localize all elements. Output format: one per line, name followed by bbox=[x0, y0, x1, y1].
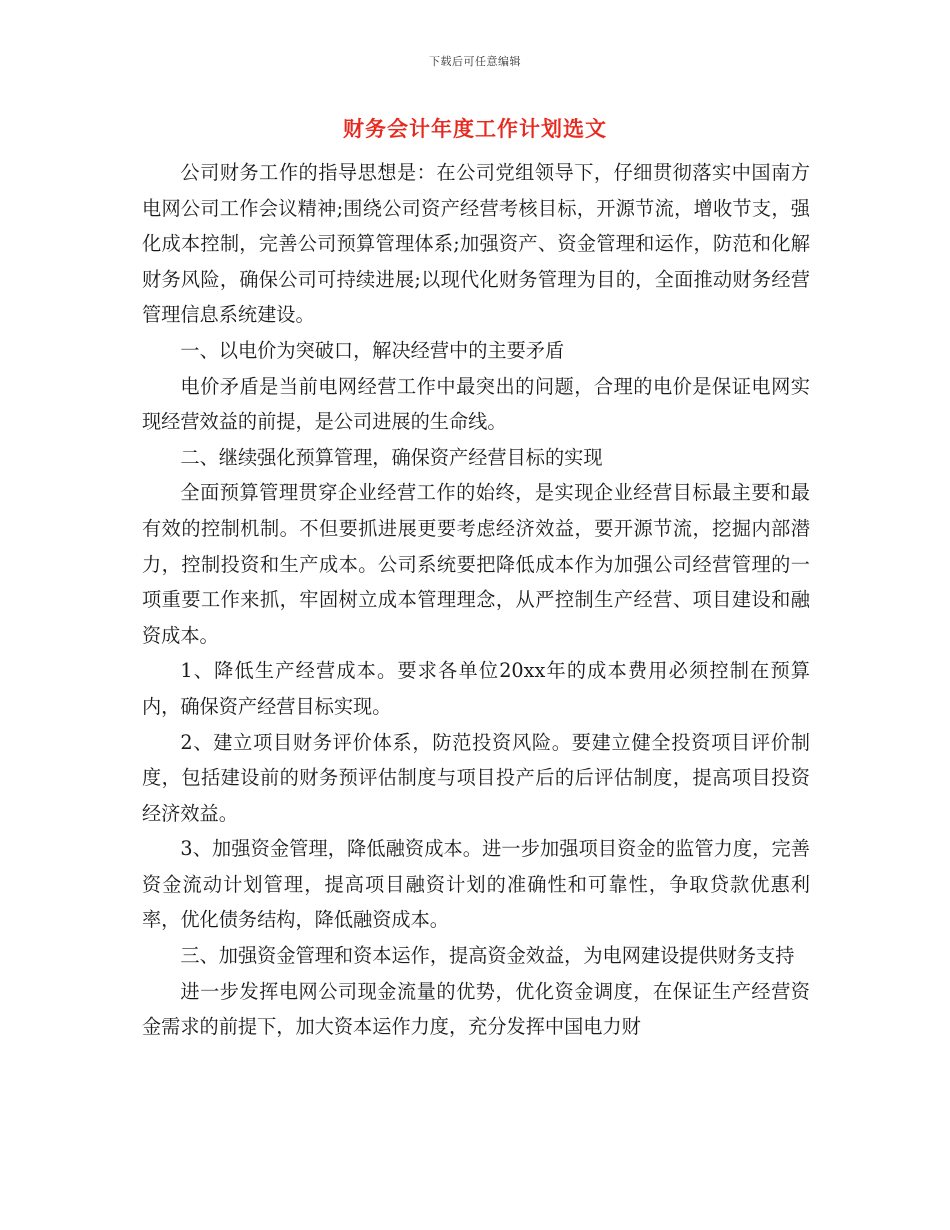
paragraph-item-2: 2、建立项目财务评价体系，防范投资风险。要建立健全投资项目评价制度，包括建设前的财务预评估制度与项目投产后的后评估制度，提高项目投资经济效益。 bbox=[142, 730, 810, 825]
document-body bbox=[142, 155, 810, 1045]
heading-section-1: 一、以电价为突破口，解决经营中的主要矛盾 bbox=[180, 338, 565, 362]
paragraph-budget-management: 全面预算管理贯穿企业经营工作的始终，是实现企业经营目标最主要和最有效的控制机制。不但要抓进展更要考虑经济效益，要开源节流，挖掘内部潜力，控制投资和生产成本。公司系统要把降低成本作为加强公司经营管理的一项重要工作来抓，牢固树立成本管理理念，从严控制生产经营、项目建设和融资成本。 bbox=[142, 481, 810, 647]
paragraph-cash-flow: 进一步发挥电网公司现金流量的优势，优化资金调度，在保证生产经营资金需求的前提下，加大资本运作力度，充分发挥中国电力财 bbox=[142, 979, 810, 1039]
heading-section-2: 二、继续强化预算管理，确保资产经营目标的实现 bbox=[180, 445, 603, 469]
paragraph-electricity-price: 电价矛盾是当前电网经营工作中最突出的问题，合理的电价是保证电网实现经营效益的前提，是公司进展的生命线。 bbox=[142, 374, 810, 434]
paragraph-item-1: 1、降低生产经营成本。要求各单位20xx年的成本费用必须控制在预算内，确保资产经营目标实现。 bbox=[142, 659, 810, 718]
paragraph-item-3: 3、加强资金管理，降低融资成本。进一步加强项目资金的监管力度，完善资金流动计划管理，提高项目融资计划的准确性和可靠性，争取贷款优惠利率，优化债务结构，降低融资成本。 bbox=[142, 837, 810, 932]
header-note: 下载后可任意编辑 bbox=[429, 55, 521, 68]
heading-section-3: 三、加强资金管理和资本运作，提高资金效益，为电网建设提供财务支持 bbox=[180, 944, 795, 968]
paragraph-guiding-ideology: 公司财务工作的指导思想是：在公司党组领导下，仔细贯彻落实中国南方电网公司工作会议精神;围绕公司资产经营考核目标，开源节流，增收节支，强化成本控制，完善公司预算管理体系;加强资产、资金管理和运作，防范和化解财务风险，确保公司可持续进展;以现代化财务管理为目的，全面推动财务经营管理信息系统建设。 bbox=[142, 161, 810, 327]
document-title: 财务会计年度工作计划选文 bbox=[343, 116, 607, 141]
